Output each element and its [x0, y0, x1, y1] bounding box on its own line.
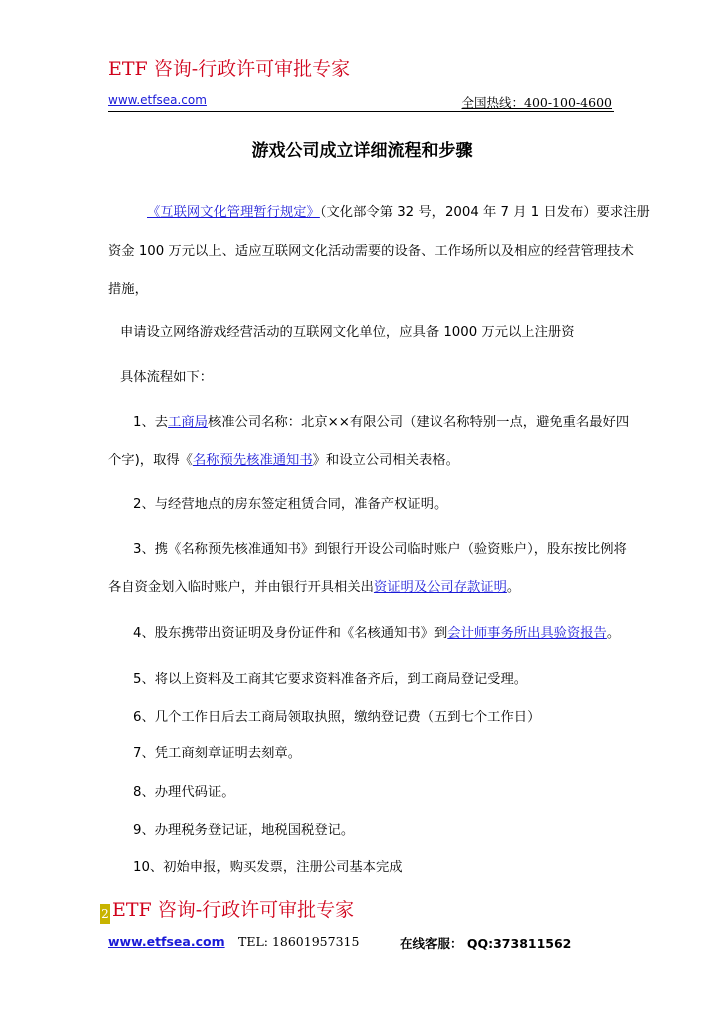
step-5: 5、将以上资料及工商其它要求资料准备齐后，到工商局登记受理。 — [133, 672, 528, 687]
step-2: 2、与经营地点的房东签定租赁合同，准备产权证明。 — [133, 497, 448, 512]
step-1-line-2: 个字)，取得《名称预先核准通知书》和设立公司相关表格。 — [108, 453, 459, 468]
regulation-link[interactable]: 《互联网文化管理暂行规定》 — [147, 205, 320, 220]
deposit-proof-link[interactable]: 资证明及公司存款证明 — [373, 580, 507, 595]
step-1-line-1: 1、去工商局核准公司名称：北京××有限公司（建议名称特别一点，避免重名最好四 — [133, 415, 630, 430]
footer-tel: TEL: 18601957315 — [238, 934, 360, 949]
footer-brand: 2 ETF 咨询-行政许可审批专家 — [100, 895, 354, 924]
header-brand: ETF 咨询-行政许可审批专家 — [108, 58, 351, 80]
page-number: 2 — [100, 904, 110, 924]
document-title: 游戏公司成立详细流程和步骤 — [251, 141, 473, 161]
process-label: 具体流程如下： — [120, 370, 214, 385]
step-3-line-2: 各自资金划入临时账户，并由银行开具相关出资证明及公司存款证明。 — [108, 580, 521, 595]
intro-line-2: 资金 100 万元以上、适应互联网文化活动需要的设备、工作场所以及相应的经营管理技术 — [108, 244, 634, 259]
footer-contact — [108, 934, 572, 951]
step-10: 10、初始申报，购买发票，注册公司基本完成 — [133, 860, 403, 875]
name-notice-link[interactable]: 名称预先核准通知书 — [192, 453, 313, 468]
step-9: 9、办理税务登记证，地税国税登记。 — [133, 823, 355, 838]
header-site-link[interactable]: www.etfsea.com — [108, 93, 207, 107]
footer-qq: 在线客服： QQ:373811562 — [400, 936, 572, 951]
intro-line-3: 措施， — [108, 282, 148, 297]
step-4: 4、股东携带出资证明及身份证件和《名核通知书》到会计师事务所出具验资报告。 — [133, 626, 621, 641]
intro-line-1: 《互联网文化管理暂行规定》（文化部令第 32 号，2004 年 7 月 1 日发布）要求注册 — [147, 205, 650, 220]
audit-report-link[interactable]: 会计师事务所出具验资报告 — [447, 626, 607, 641]
header-hotline: 全国热线：400-100-4600 — [461, 95, 612, 110]
step-8: 8、办理代码证。 — [133, 785, 235, 800]
footer-site-link[interactable]: www.etfsea.com — [108, 934, 225, 949]
step-7: 7、凭工商刻章证明去刻章。 — [133, 746, 302, 761]
header-bar — [108, 91, 614, 112]
step-3-line-1: 3、携《名称预先核准通知书》到银行开设公司临时账户（验资账户），股东按比例将 — [133, 542, 627, 557]
requirement-text: 申请设立网络游戏经营活动的互联网文化单位，应具备 1000 万元以上注册资 — [120, 325, 575, 340]
bureau-link[interactable]: 工商局 — [168, 415, 208, 430]
step-6: 6、几个工作日后去工商局领取执照，缴纳登记费（五到七个工作日） — [133, 710, 541, 725]
